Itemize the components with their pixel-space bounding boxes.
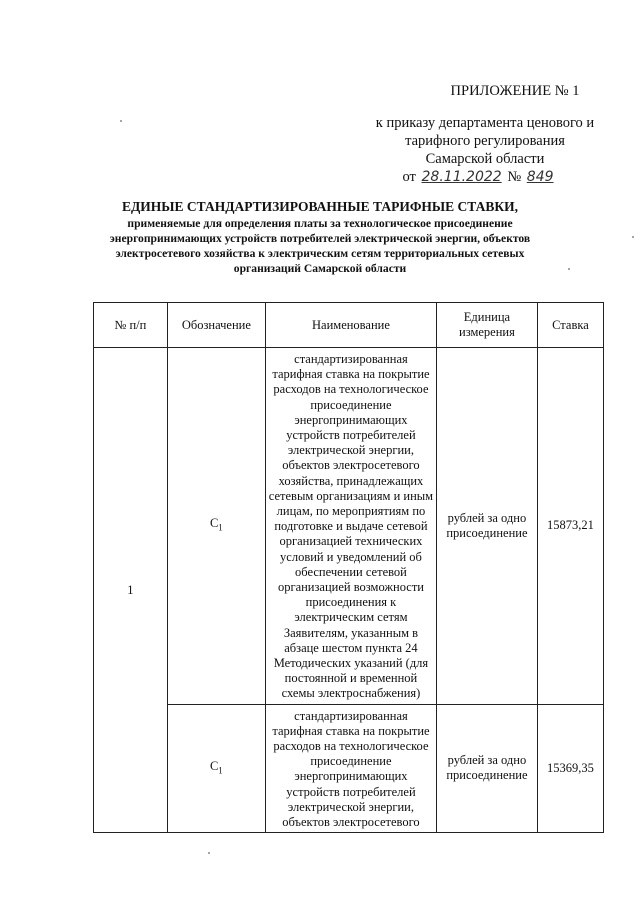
row-code-letter: C bbox=[209, 758, 219, 773]
appendix-title: ПРИЛОЖЕНИЕ № 1 bbox=[450, 83, 580, 99]
row-name: стандартизированная тарифная ставка на покрытие расходов на технологическое присоединение энергопринимающих устройств потребителей электрической энергии, объектов электросетевого bbox=[266, 704, 437, 833]
scan-speck bbox=[120, 120, 122, 122]
header-rate: Ставка bbox=[537, 303, 603, 348]
row-code-subscript: 1 bbox=[218, 765, 223, 776]
tariff-table bbox=[93, 302, 604, 833]
header-num: № п/п bbox=[94, 303, 168, 348]
row-unit: рублей за одно присоединение bbox=[436, 704, 537, 833]
row-unit: рублей за одно присоединение bbox=[436, 348, 537, 705]
order-date-number-line bbox=[354, 168, 604, 186]
row-code bbox=[167, 348, 265, 705]
header-name: Наименование bbox=[266, 303, 437, 348]
scan-speck bbox=[208, 852, 210, 854]
order-number: 849 bbox=[526, 169, 554, 185]
appendix-order-line-1: к приказу департамента ценового и bbox=[375, 115, 595, 131]
row-code bbox=[167, 704, 265, 833]
document-subtitle: применяемые для определения платы за технологическое присоединение энергопринимающих устройств потребителей электрической энергии, объектов электросетевого хозяйства к электрическим сетям территориальных сетевых организаций Самарской области bbox=[109, 217, 531, 275]
row-code-letter: C bbox=[209, 515, 219, 530]
scan-speck bbox=[632, 236, 634, 238]
date-prefix: от bbox=[402, 169, 416, 185]
table-row bbox=[94, 348, 604, 705]
header-unit: Единица измерения bbox=[436, 303, 537, 348]
table-row bbox=[94, 704, 604, 833]
document-title: ЕДИНЫЕ СТАНДАРТИЗИРОВАННЫЕ ТАРИФНЫЕ СТАВКИ, bbox=[121, 199, 519, 214]
table-header-row bbox=[94, 303, 604, 348]
row-rate: 15873,21 bbox=[537, 348, 603, 705]
appendix-header bbox=[360, 82, 610, 186]
appendix-order-line-3: Самарской области bbox=[425, 151, 545, 167]
number-prefix: № bbox=[507, 169, 522, 185]
scan-speck bbox=[568, 268, 570, 270]
order-date: 28.11.2022 bbox=[421, 169, 502, 185]
document-title-block bbox=[95, 199, 545, 276]
row-name: стандартизированная тарифная ставка на покрытие расходов на технологическое присоединение энергопринимающих устройств потребителей электрической энергии, объектов электросетевого хозяйства, принадлежащих сетевым организациям и иным лицам, по мероприятиям по подготовке и выдаче сетевой организацией технических условий и уведомлений об обеспечении сетевой организацией возможности присоединения к электрическим сетям Заявителям, указанным в абзаце шестом пункта 24 Методических указаний (для постоянной и временной схемы электроснабжения) bbox=[266, 348, 437, 705]
row-rate: 15369,35 bbox=[537, 704, 603, 833]
appendix-order-line-2: тарифного регулирования bbox=[405, 133, 565, 149]
header-code: Обозначение bbox=[167, 303, 265, 348]
row-group-number: 1 bbox=[94, 348, 168, 833]
row-code-subscript: 1 bbox=[218, 522, 223, 533]
